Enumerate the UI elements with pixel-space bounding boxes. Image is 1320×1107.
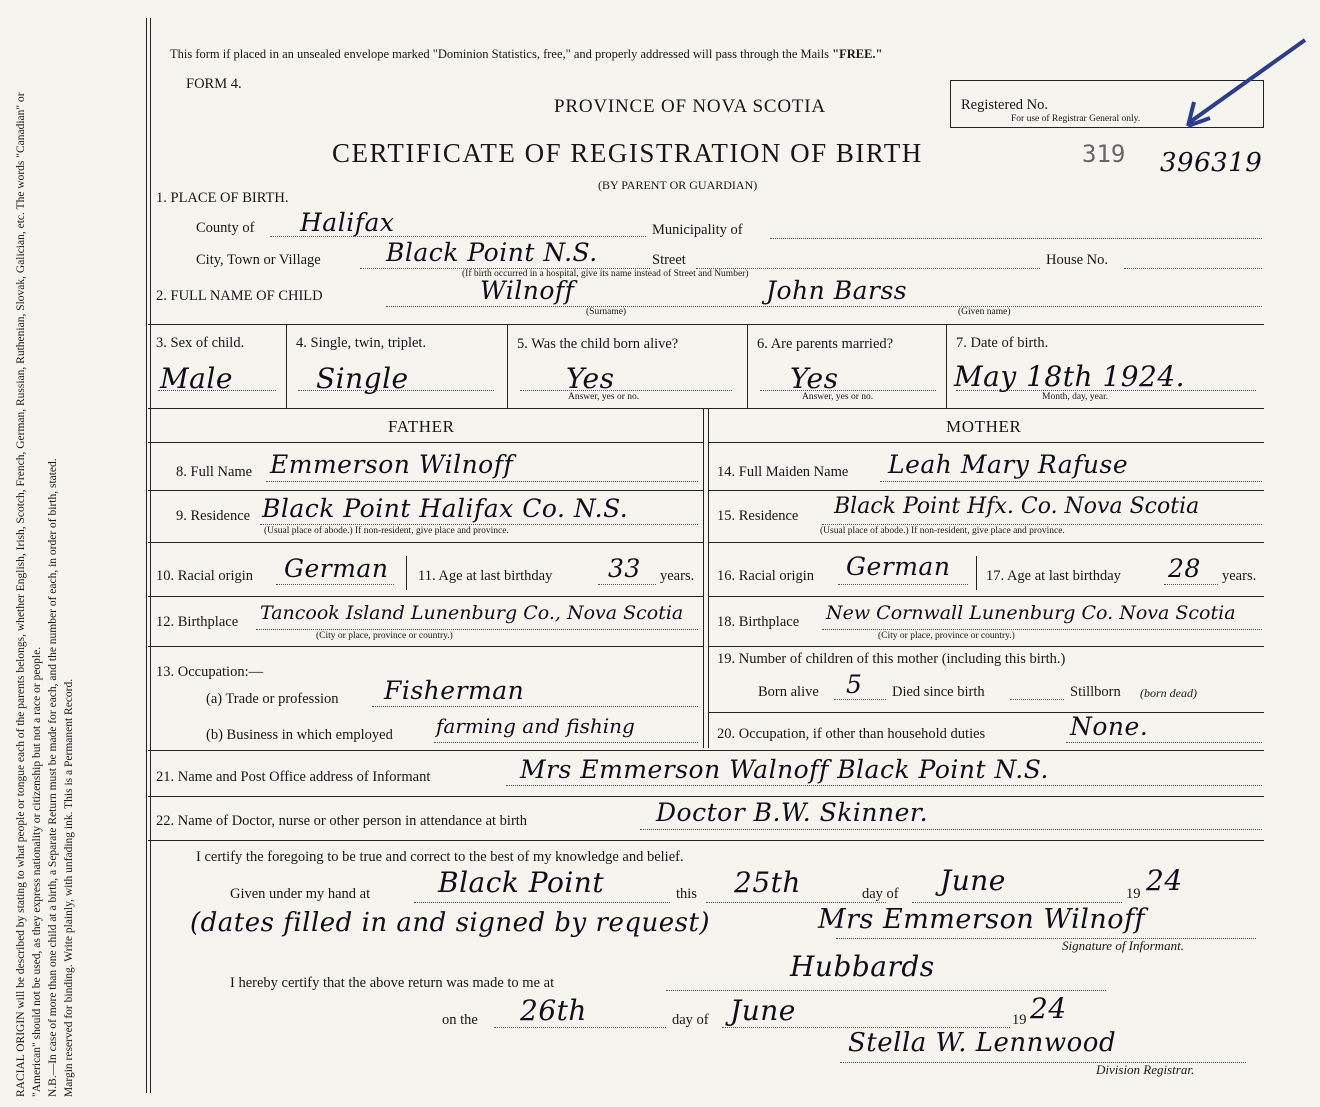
mother-res-line <box>822 524 1262 525</box>
alive-hint: Answer, yes or no. <box>568 392 640 402</box>
mother-age: 28 <box>1168 554 1201 583</box>
father-res-hint: (Usual place of abode.) If non-resident, give place and province. <box>264 526 509 536</box>
informant-signature: Mrs Emmerson Wilnoff <box>818 904 1146 935</box>
mother-res: Black Point Hfx. Co. Nova Scotia <box>834 494 1200 519</box>
mail-free: "FREE." <box>832 47 883 61</box>
county-label: County of <box>196 220 255 236</box>
municipality-line <box>770 238 1262 239</box>
father-name-line <box>266 481 698 482</box>
cert-place2: Hubbards <box>790 950 935 983</box>
date-value: May 18th 1924. <box>954 360 1186 393</box>
row3-top-rule <box>148 324 1264 325</box>
margin-notes <box>13 47 77 1097</box>
cert-day-of: day of <box>862 886 899 902</box>
father-res-label: 9. Residence <box>176 508 251 524</box>
date-hint: Month, day, year. <box>1042 392 1109 402</box>
registered-sub: For use of Registrar General only. <box>1011 114 1141 124</box>
died-line <box>1010 699 1064 700</box>
cert-day-of2: day of <box>672 1012 709 1028</box>
died-label: Died since birth <box>892 684 985 700</box>
father-biz-label: (b) Business in which employed <box>206 727 393 743</box>
born-alive-label: Born alive <box>758 684 819 700</box>
single-label: 4. Single, twin, triplet. <box>296 335 427 351</box>
mother-age-label: 17. Age at last birthday <box>986 568 1121 584</box>
father-age-line <box>598 584 656 585</box>
alive-line <box>520 390 732 391</box>
father-name: Emmerson Wilnoff <box>270 450 514 479</box>
day-line <box>706 902 886 903</box>
province-heading: PROVINCE OF NOVA SCOTIA <box>554 96 826 117</box>
child-line <box>386 306 1262 307</box>
father-bp: Tancook Island Lunenburg Co., Nova Scotia <box>260 602 684 624</box>
informant-label: 21. Name and Post Office address of Informant <box>156 769 431 785</box>
doctor-label: 22. Name of Doctor, nurse or other person in attendance at birth <box>156 813 528 829</box>
mother-race-div <box>976 556 977 590</box>
given-place-line <box>414 902 670 903</box>
form-number: FORM 4. <box>186 76 242 92</box>
month-line <box>912 902 1122 903</box>
father-age: 33 <box>608 554 641 583</box>
alive-value: Yes <box>566 362 615 395</box>
mail-notice-text: This form if placed in an unsealed envelope marked "Dominion Statistics, free," and properly addressed will pass through the Mails <box>170 47 833 61</box>
mother-rule-1 <box>708 490 1264 491</box>
father-trade: Fisherman <box>384 676 525 705</box>
father-race-div <box>406 556 407 590</box>
date-label: 7. Date of birth. <box>956 335 1049 351</box>
mother-rule-4 <box>708 646 1264 647</box>
father-bp-label: 12. Birthplace <box>156 614 239 630</box>
doctor-value: Doctor B.W. Skinner. <box>656 798 929 827</box>
married-line <box>760 390 936 391</box>
mother-years: years. <box>1222 568 1257 584</box>
born-alive-line <box>834 699 886 700</box>
mother-bp-line <box>822 629 1262 630</box>
city-value: Black Point N.S. <box>386 238 598 267</box>
row3-bottom-rule <box>148 408 1264 409</box>
father-trade-label: (a) Trade or profession <box>206 691 339 707</box>
center-rule <box>703 408 704 748</box>
father-bp-line <box>256 629 698 630</box>
mother-race-line <box>838 584 968 585</box>
father-biz-line <box>434 742 698 743</box>
sex-label: 3. Sex of child. <box>156 335 245 351</box>
certificate-subtitle: (BY PARENT OR GUARDIAN) <box>598 178 758 192</box>
cert-line2: I hereby certify that the above return was made to me at <box>230 975 555 991</box>
stamp-small: 319 <box>1082 140 1126 168</box>
mother-rule-3 <box>708 596 1264 597</box>
cert-yr-prefix: 19 <box>1126 886 1141 902</box>
mother-race-label: 16. Racial origin <box>717 568 815 584</box>
father-age-label: 11. Age at last birthday <box>418 568 553 584</box>
place-heading: 1. PLACE OF BIRTH. <box>156 190 289 206</box>
place2-line <box>666 990 1106 991</box>
given-place: Black Point <box>438 866 605 899</box>
father-bp-hint: (City or place, province or country.) <box>316 631 453 641</box>
father-occ-label: 13. Occupation:— <box>156 664 264 680</box>
mother-bp: New Cornwall Lunenburg Co. Nova Scotia <box>826 602 1236 624</box>
city-label: City, Town or Village <box>196 252 321 268</box>
mother-occ-line <box>1066 742 1262 743</box>
certificate-title: CERTIFICATE OF REGISTRATION OF BIRTH <box>332 138 923 168</box>
mother-children-label: 19. Number of children of this mother (including this birth.) <box>717 651 1066 667</box>
racial-origin-note: RACIAL ORIGIN will be described by stating to what people or tongue each of the parents belongs, whether English, Irish, Scotch, French, German, Russian, Ruthenian, Slovak, Galician, etc. The words "Canadian" or "American" should not be used, as they express nationality or citizenship but not a race or people. <box>15 92 43 1097</box>
row3-div4 <box>946 324 947 408</box>
father-race-line <box>276 584 394 585</box>
cert-note: (dates filled in and signed by request) <box>190 908 711 938</box>
signature-line <box>836 938 1256 939</box>
father-rule-2 <box>148 542 703 543</box>
mother-rule-5 <box>708 712 1264 713</box>
stillborn-label: Stillborn <box>1070 684 1121 700</box>
stillborn-hint: (born dead) <box>1140 686 1197 700</box>
mother-bp-hint: (City or place, province or country.) <box>878 631 1015 641</box>
cert-this: this <box>676 886 697 902</box>
cert-on-the: on the <box>442 1012 478 1028</box>
mail-notice <box>170 47 882 62</box>
father-res: Black Point Halifax Co. N.S. <box>262 494 629 523</box>
cert-yr: 24 <box>1146 864 1183 897</box>
municipality-label: Municipality of <box>652 222 743 238</box>
father-rule-3 <box>148 596 703 597</box>
born-alive: 5 <box>846 670 863 699</box>
mother-occ-label: 20. Occupation, if other than household duties <box>717 726 986 742</box>
form-left-rule-inner <box>150 18 151 1093</box>
row3-div1 <box>286 324 287 408</box>
registration-number: 396319 <box>1160 148 1263 178</box>
sex-value: Male <box>160 362 233 395</box>
day2-line <box>494 1027 666 1028</box>
heading-rule-right <box>708 442 1264 443</box>
mother-race: German <box>846 552 951 581</box>
father-race-label: 10. Racial origin <box>156 568 254 584</box>
mother-name-label: 14. Full Maiden Name <box>717 464 849 480</box>
mother-age-line <box>1164 584 1218 585</box>
married-hint: Answer, yes or no. <box>802 392 874 402</box>
single-line <box>298 390 494 391</box>
surname-caption: (Surname) <box>586 307 627 317</box>
hospital-note: (If birth occurred in a hospital, give its name instead of Street and Number) <box>462 269 749 279</box>
father-biz: farming and fishing <box>436 714 635 738</box>
mother-occ: None. <box>1070 712 1149 741</box>
child-given: John Barss <box>766 276 908 305</box>
mother-name: Leah Mary Rafuse <box>888 450 1129 479</box>
father-rule-1 <box>148 490 703 491</box>
informant-value: Mrs Emmerson Walnoff Black Point N.S. <box>520 755 1049 784</box>
doctor-line <box>640 829 1262 830</box>
form-left-rule <box>146 18 147 1093</box>
father-rule-4 <box>148 646 703 647</box>
given-caption: (Given name) <box>958 307 1011 317</box>
county-value: Halifax <box>300 208 395 237</box>
father-heading: FATHER <box>388 417 455 436</box>
married-value: Yes <box>790 362 839 395</box>
informant-top-rule <box>148 750 1264 751</box>
father-race: German <box>284 554 389 583</box>
cert-yr2: 24 <box>1030 992 1067 1025</box>
cert-month: June <box>940 864 1006 897</box>
single-value: Single <box>316 362 409 395</box>
father-name-label: 8. Full Name <box>176 464 253 480</box>
child-label: 2. FULL NAME OF CHILD <box>156 288 323 304</box>
mother-rule-2 <box>708 542 1264 543</box>
mother-bp-label: 18. Birthplace <box>717 614 800 630</box>
informant-bottom-rule <box>148 796 1264 797</box>
nb-note: N.B.—In case of more than one child at a birth, a Separate Return must be made for each, and the number of each, in order of birth, stated. <box>47 458 59 1097</box>
mother-name-line <box>880 481 1262 482</box>
child-surname: Wilnoff <box>480 276 575 305</box>
father-years: years. <box>660 568 695 584</box>
sex-line <box>158 390 276 391</box>
row3-div2 <box>507 324 508 408</box>
signature-label: Signature of Informant. <box>1062 938 1184 953</box>
cert-day2: 26th <box>520 994 587 1027</box>
street-label: Street <box>652 252 686 268</box>
registrar-label: Division Registrar. <box>1096 1062 1195 1077</box>
registered-label: Registered No. <box>961 97 1048 113</box>
father-trade-line <box>372 706 698 707</box>
alive-label: 5. Was the child born alive? <box>517 336 679 352</box>
binding-note: Margin reserved for binding. Write plainly, with unfading ink. This is a Permanent Record. <box>63 678 75 1097</box>
father-res-line <box>260 524 698 525</box>
center-rule-2 <box>708 408 709 748</box>
date-line <box>956 390 1256 391</box>
arrow-mark-icon <box>1180 22 1320 132</box>
cert-yr-prefix2: 19 <box>1012 1012 1027 1028</box>
mother-res-label: 15. Residence <box>717 508 799 524</box>
married-label: 6. Are parents married? <box>757 336 894 352</box>
cert-day: 25th <box>734 866 801 899</box>
cert-line1: I certify the foregoing to be true and correct to the best of my knowledge and belief. <box>196 849 684 865</box>
cert-month2: June <box>730 994 796 1027</box>
doctor-bottom-rule <box>148 840 1264 841</box>
informant-line <box>506 785 1262 786</box>
heading-rule-left <box>148 442 703 443</box>
given-label: Given under my hand at <box>230 886 371 902</box>
house-label: House No. <box>1046 252 1109 268</box>
mother-res-hint: (Usual place of abode.) If non-resident, give place and province. <box>820 526 1065 536</box>
row3-div3 <box>747 324 748 408</box>
registrar-signature: Stella W. Lennwood <box>848 1028 1117 1058</box>
mother-heading: MOTHER <box>946 417 1022 436</box>
house-line <box>1124 268 1262 269</box>
